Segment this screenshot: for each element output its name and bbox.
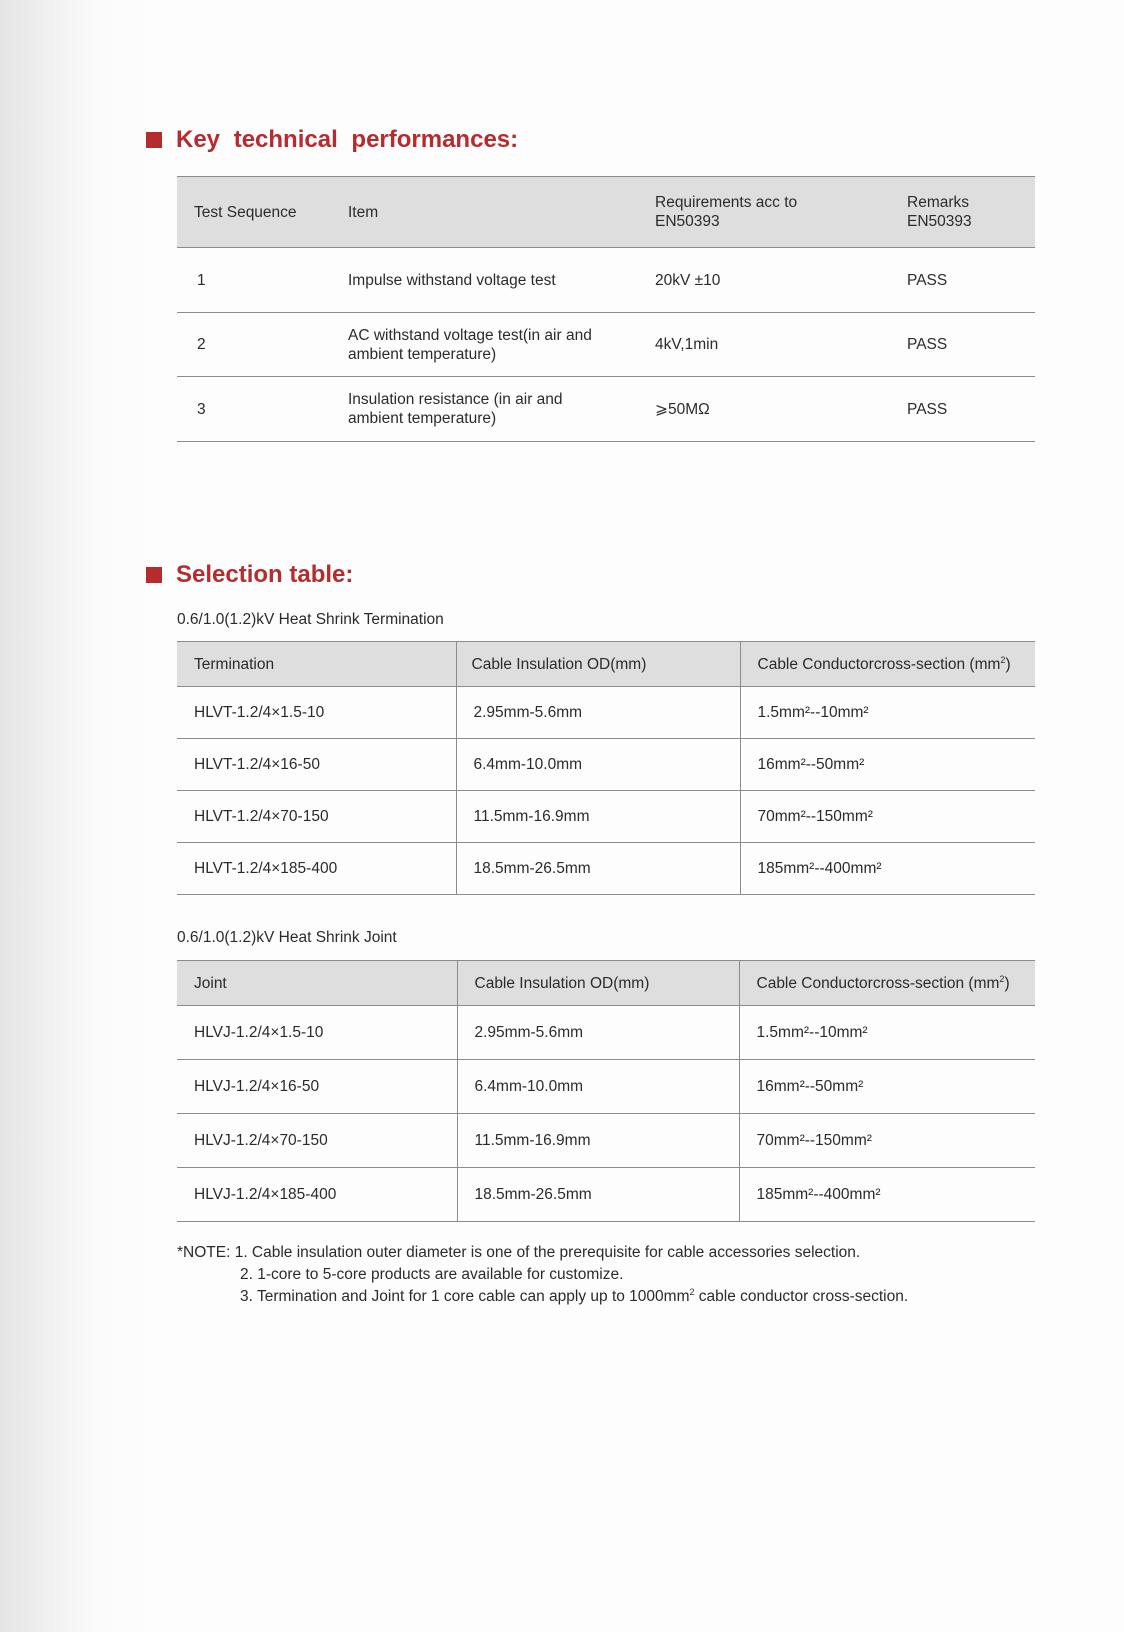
header-remarks-line2: EN50393	[907, 213, 972, 230]
cell-item-line2: ambient temperature)	[348, 345, 497, 363]
cell-requirement: ⩾50MΩ	[655, 400, 710, 418]
note-line-3	[177, 1286, 908, 1308]
header-termination: Termination	[177, 642, 456, 687]
header-requirements	[638, 177, 890, 248]
cell-requirement: 20kV ±10	[655, 271, 721, 289]
cell-section: 1.5mm²--10mm²	[756, 1024, 868, 1041]
cell-requirement: 4kV,1min	[655, 336, 719, 353]
table-row	[177, 1006, 1035, 1060]
header-conductor-section-end: )	[1005, 655, 1011, 673]
superscript-2: 2	[999, 973, 1005, 984]
table-header-row	[177, 642, 1035, 687]
table-row	[177, 843, 1035, 895]
cell-section: 185mm²--400mm²	[756, 1186, 881, 1203]
section-heading-performances	[146, 126, 518, 154]
header-conductor-section	[740, 642, 1035, 687]
cell-remark: PASS	[907, 400, 948, 418]
cell-od: 18.5mm-26.5mm	[456, 843, 740, 895]
cell-remark: PASS	[907, 271, 948, 289]
cell-model: HLVT-1.2/4×16-50	[177, 739, 456, 791]
cell-sequence: 1	[197, 272, 206, 289]
header-remarks-line1: Remarks	[907, 194, 970, 211]
superscript-2: 2	[1000, 654, 1006, 665]
cell-model: HLVT-1.2/4×185-400	[177, 843, 456, 895]
header-remarks	[890, 177, 1035, 248]
performances-table	[177, 176, 1035, 442]
table-row	[177, 687, 1035, 739]
cell-model: HLVJ-1.2/4×16-50	[177, 1060, 457, 1114]
table-row	[177, 1114, 1035, 1168]
cell-model: HLVJ-1.2/4×70-150	[177, 1114, 457, 1168]
selection-title: Selection table:	[176, 561, 354, 588]
note-line-3-end: cable conductor cross-section.	[694, 1288, 909, 1305]
cell-item-line1: Impulse withstand voltage test	[348, 271, 556, 289]
header-conductor-section	[739, 961, 1035, 1006]
header-requirements-line1: Requirements acc to	[655, 194, 798, 211]
cell-od: 11.5mm-16.9mm	[457, 1114, 739, 1168]
header-conductor-section-end: )	[1004, 974, 1010, 992]
cell-model: HLVT-1.2/4×70-150	[177, 791, 456, 843]
cell-item-line2: ambient temperature)	[348, 410, 497, 427]
note-line-2: 2. 1-core to 5-core products are available for customize.	[240, 1266, 624, 1283]
header-item: Item	[348, 203, 379, 221]
joint-table	[177, 960, 1035, 1222]
cell-od: 6.4mm-10.0mm	[456, 739, 740, 791]
cell-od: 18.5mm-26.5mm	[457, 1168, 739, 1222]
header-conductor-section-text: Cable Conductorcross-section (mm	[757, 655, 1001, 673]
note-line-3-text: 3. Termination and Joint for 1 core cable can apply up to 1000mm	[240, 1288, 690, 1305]
joint-caption: 0.6/1.0(1.2)kV Heat Shrink Joint	[177, 929, 397, 946]
table-row	[177, 739, 1035, 791]
cell-item	[331, 248, 638, 313]
cell-sequence: 2	[197, 336, 206, 353]
cell-remark: PASS	[907, 336, 948, 353]
cell-model: HLVT-1.2/4×1.5-10	[177, 687, 456, 739]
cell-item	[331, 313, 638, 377]
cell-item-line1: AC withstand voltage test(in air and	[348, 326, 592, 344]
header-joint: Joint	[177, 961, 457, 1006]
cell-sequence: 3	[197, 400, 206, 418]
cell-od: 2.95mm-5.6mm	[456, 687, 740, 739]
header-insulation-od: Cable Insulation OD(mm)	[456, 642, 740, 687]
header-test-sequence: Test Sequence	[194, 203, 297, 221]
cell-item-line1: Insulation resistance (in air and	[348, 391, 563, 408]
header-conductor-section-text: Cable Conductorcross-section (mm	[756, 974, 1000, 992]
notes-block	[177, 1242, 908, 1308]
cell-od: 2.95mm-5.6mm	[457, 1006, 739, 1060]
termination-caption: 0.6/1.0(1.2)kV Heat Shrink Termination	[177, 611, 444, 628]
section-heading-selection	[146, 561, 353, 589]
cell-item	[331, 377, 638, 442]
table-row	[177, 248, 1035, 313]
cell-section: 70mm²--150mm²	[756, 1132, 872, 1149]
table-row	[177, 377, 1035, 442]
cell-section: 1.5mm²--10mm²	[757, 704, 869, 721]
header-requirements-line2: EN50393	[655, 213, 720, 230]
header-insulation-od: Cable Insulation OD(mm)	[457, 961, 739, 1006]
cell-model: HLVJ-1.2/4×185-400	[177, 1168, 457, 1222]
termination-table	[177, 641, 1035, 895]
cell-od: 6.4mm-10.0mm	[457, 1060, 739, 1114]
cell-section: 185mm²--400mm²	[757, 860, 882, 877]
square-bullet-icon	[146, 567, 162, 583]
cell-section: 16mm²--50mm²	[756, 1078, 864, 1095]
cell-model: HLVJ-1.2/4×1.5-10	[177, 1006, 457, 1060]
square-bullet-icon	[146, 132, 162, 148]
cell-section: 70mm²--150mm²	[757, 808, 873, 825]
table-row	[177, 1060, 1035, 1114]
table-row	[177, 1168, 1035, 1222]
cell-section: 16mm²--50mm²	[757, 756, 865, 773]
performances-title: Key technical performances:	[176, 126, 519, 153]
table-header-row	[177, 961, 1035, 1006]
superscript-2: 2	[689, 1287, 695, 1297]
table-row	[177, 313, 1035, 377]
cell-od: 11.5mm-16.9mm	[456, 791, 740, 843]
note-line-1: *NOTE: 1. Cable insulation outer diameter is one of the prerequisite for cable accessories selection.	[177, 1244, 861, 1261]
table-header-row	[177, 177, 1035, 248]
table-row	[177, 791, 1035, 843]
